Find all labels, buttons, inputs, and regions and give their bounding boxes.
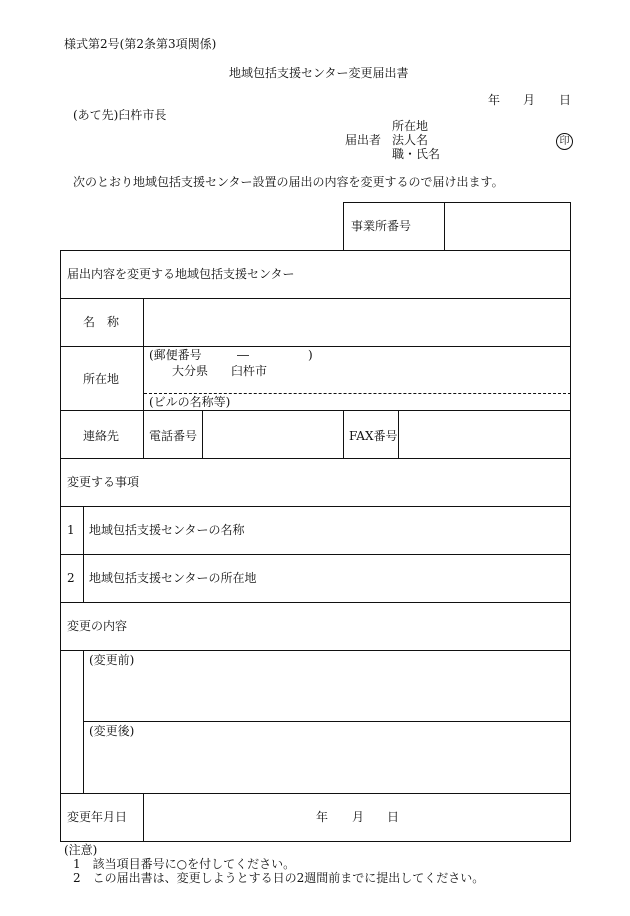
rule: [60, 298, 571, 299]
change-item-number[interactable]: 1: [67, 523, 75, 537]
rule: [83, 650, 84, 793]
applicant-address-label: 所在地: [392, 119, 429, 133]
notes-heading: (注意): [64, 843, 98, 857]
change-item-number[interactable]: 2: [67, 571, 75, 585]
applicant-corp-label: 法人名: [392, 133, 429, 147]
postal-code-close: ): [308, 348, 313, 362]
change-date-label: 変更年月日: [67, 810, 128, 824]
change-content-heading: 変更の内容: [67, 619, 128, 633]
rule: [60, 793, 571, 794]
document-title: 地域包括支援センター変更届出書: [229, 66, 409, 80]
rule: [60, 554, 571, 555]
postal-code-dash: ―: [237, 348, 249, 362]
rule: [60, 841, 571, 842]
addressee: (あて先)臼杵市長: [73, 108, 167, 122]
intro-text: 次のとおり地域包括支援センター設置の届出の内容を変更するので届け出ます。: [73, 175, 504, 189]
rule: [60, 410, 571, 411]
form-number: 様式第2号(第2条第3項関係): [64, 37, 217, 51]
rule: [60, 250, 571, 251]
rule: [60, 458, 571, 459]
change-date-year: 年: [316, 810, 329, 824]
seal-mark: 印: [556, 133, 573, 150]
rule: [60, 650, 571, 651]
location-label: 所在地: [83, 372, 120, 386]
note-item: 2 この届出書は、変更しようとする日の2週間前までに提出してください。: [73, 871, 485, 885]
prefecture-text: 大分県: [172, 364, 209, 378]
change-item-label: 地域包括支援センターの名称: [89, 523, 245, 537]
phone-label: 電話番号: [149, 429, 198, 443]
dashed-rule: [144, 393, 571, 394]
change-items-heading: 変更する事項: [67, 475, 140, 489]
rule: [60, 346, 571, 347]
rule: [60, 250, 61, 842]
rule: [83, 506, 84, 602]
date-day: 日: [559, 93, 572, 107]
building-name-label: (ビルの名称等): [149, 395, 231, 409]
rule: [202, 410, 203, 458]
rule: [343, 410, 344, 458]
change-date-month: 月: [352, 810, 365, 824]
applicant-label: 届出者: [345, 133, 382, 147]
rule: [84, 721, 571, 722]
rule: [444, 202, 445, 250]
change-date-day: 日: [387, 810, 400, 824]
office-number-label: 事業所番号: [351, 219, 412, 233]
rule: [398, 410, 399, 458]
postal-code-label: (郵便番号: [149, 348, 202, 362]
applicant-name-label: 職・氏名: [392, 147, 441, 161]
rule: [143, 298, 144, 458]
change-item-label: 地域包括支援センターの所在地: [89, 571, 257, 585]
fax-label: FAX番号: [349, 429, 398, 443]
contact-label: 連絡先: [83, 429, 120, 443]
rule: [60, 506, 571, 507]
name-label: 名 称: [83, 315, 120, 329]
note-item: 1 該当項目番号に○を付してください。: [73, 857, 296, 871]
rule: [570, 202, 571, 842]
date-year: 年: [488, 93, 501, 107]
target-center-heading: 届出内容を変更する地域包括支援センター: [67, 267, 295, 281]
rule: [343, 202, 571, 203]
date-month: 月: [523, 93, 536, 107]
rule: [60, 602, 571, 603]
change-form-table: [60, 202, 571, 842]
before-change-label: (変更前): [89, 653, 135, 667]
rule: [143, 793, 144, 841]
after-change-label: (変更後): [89, 724, 135, 738]
rule: [343, 202, 344, 250]
city-text: 臼杵市: [231, 364, 268, 378]
